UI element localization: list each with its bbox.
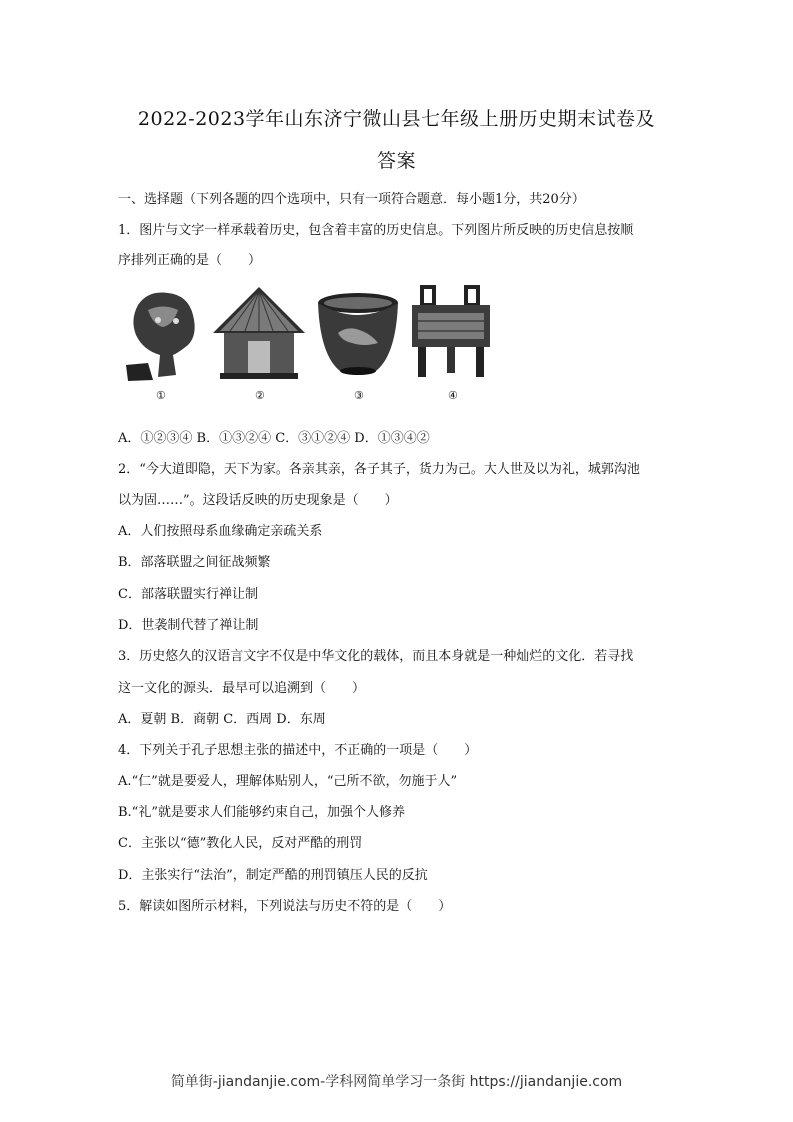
q1-figure-row [118, 285, 498, 405]
q4-option-a: A.“仁”就是要爱人，理解体贴别人，“己所不欲，勿施于人” [118, 774, 458, 789]
q4-stem: 4．下列关于孔子思想主张的描述中，不正确的一项是（ ） [118, 743, 478, 758]
q1-options: A．①②③④ B．①③②④ C．③①②④ D．①③④② [118, 431, 430, 446]
q1-stem-line-2: 序排列正确的是（ ） [118, 253, 262, 268]
q4-option-b: B.“礼”就是要求人们能够约束自己，加强个人修养 [118, 805, 405, 820]
page-footer: 简单街-jiandanjie.com-学科网简单学习一条街 https://jiandanjie.com [170, 1074, 623, 1090]
q3-options: A．夏朝 B．商朝 C．西周 D．东周 [118, 712, 326, 727]
figure-label-1: ① [156, 389, 166, 402]
q3-stem-line-1: 3．历史悠久的汉语言文字不仅是中华文化的载体，而且本身就是一种灿烂的文化．若寻找 [118, 649, 634, 664]
q4-option-c: C．主张以“德”教化人民，反对严酷的刑罚 [118, 836, 363, 851]
q1-stem-line-1: 1．图片与文字一样承载着历史，包含着丰富的历史信息。下列图片所反映的历史信息按顺 [118, 223, 634, 238]
q2-option-c: C．部落联盟实行禅让制 [118, 587, 258, 602]
q2-option-b: B．部落联盟之间征战频繁 [118, 555, 271, 570]
figure-label-4: ④ [448, 389, 458, 402]
page-title-line-1: 2022-2023学年山东济宁微山县七年级上册历史期末试卷及 [137, 108, 656, 130]
section-heading: 一、选择题（下列各题的四个选项中，只有一项符合题意．每小题1分，共20分） [118, 192, 585, 207]
q2-option-a: A．人们按照母系血缘确定亲疏关系 [118, 524, 323, 539]
q2-stem-line-1: 2．“今大道即隐，天下为家。各亲其亲，各子其子，货力为己。大人世及以为礼，城郭沟池 [118, 462, 640, 477]
q2-stem-line-2: 以为固……”。这段话反映的历史现象是（ ） [118, 493, 398, 508]
pottery-bowl-image [314, 285, 402, 385]
figure-label-3: ③ [354, 389, 364, 402]
bronze-ding-image [408, 285, 494, 385]
q5-stem: 5．解读如图所示材料，下列说法与历史不符的是（ ） [118, 899, 452, 914]
q3-stem-line-2: 这一文化的源头．最早可以追溯到（ ） [118, 681, 366, 696]
figure-label-2: ② [255, 389, 265, 402]
thatched-house-image [210, 285, 308, 385]
page-title-line-2: 答案 [376, 150, 416, 172]
q2-option-d: D．世袭制代替了禅让制 [118, 618, 259, 633]
bronze-head-image [118, 285, 213, 385]
q4-option-d: D．主张实行“法治”，制定严酷的刑罚镇压人民的反抗 [118, 868, 428, 883]
